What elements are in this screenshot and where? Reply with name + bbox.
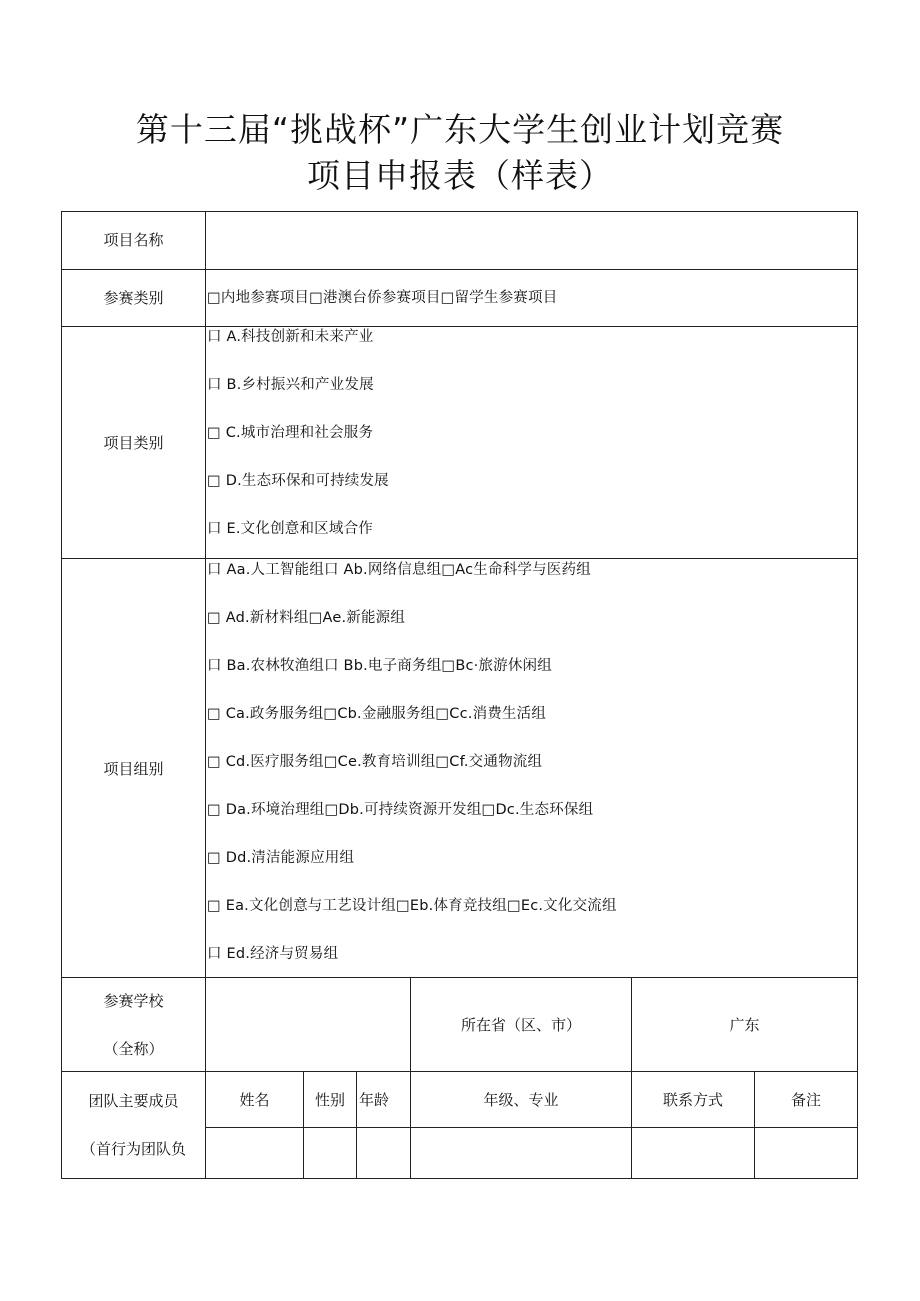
team-header-gender: 性别 bbox=[314, 1091, 345, 1109]
competition-type-label: 参赛类别 bbox=[103, 289, 164, 307]
team-cell-grade-major[interactable] bbox=[412, 1130, 630, 1176]
province-value[interactable]: 广东 bbox=[729, 1016, 760, 1034]
label-column-divider bbox=[205, 211, 206, 1179]
table-border-left bbox=[61, 211, 62, 1179]
team-header-contact: 联系方式 bbox=[662, 1091, 723, 1109]
category-option-d[interactable]: □ D.生态环保和可持续发展 bbox=[207, 473, 389, 489]
table-border-right bbox=[857, 211, 858, 1179]
row-divider bbox=[61, 977, 858, 978]
competition-type-options[interactable]: □内地参赛项目□港澳台侨参赛项目□留学生参赛项目 bbox=[207, 290, 558, 306]
category-option-a[interactable]: 口 A.科技创新和未来产业 bbox=[207, 329, 374, 345]
table-border-top bbox=[61, 211, 858, 212]
row-divider bbox=[61, 326, 858, 327]
category-option-e[interactable]: 口 E.文化创意和区域合作 bbox=[207, 521, 373, 537]
category-option-c[interactable]: □ C.城市治理和社会服务 bbox=[207, 425, 374, 441]
team-cell-remark[interactable] bbox=[756, 1130, 856, 1176]
project-name-label: 项目名称 bbox=[103, 231, 164, 249]
table-border-bottom bbox=[61, 1178, 858, 1179]
team-members-label: 团队主要成员 bbox=[88, 1092, 179, 1110]
group-options-b[interactable]: 口 Ba.农林牧渔组口 Bb.电子商务组□Bc·旅游休闲组 bbox=[207, 658, 552, 674]
team-members-label-note: （首行为团队负 bbox=[80, 1140, 186, 1158]
project-category-label: 项目类别 bbox=[103, 434, 164, 452]
form-title-line1: 第十三届“挑战杯”广东大学生创业计划竞赛 bbox=[135, 110, 785, 149]
column-divider bbox=[303, 1071, 304, 1179]
column-divider bbox=[356, 1071, 357, 1179]
school-name-field[interactable] bbox=[212, 1015, 404, 1035]
row-divider bbox=[61, 269, 858, 270]
group-options-a1[interactable]: 口 Aa.人工智能组口 Ab.网络信息组□Ac生命科学与医药组 bbox=[207, 562, 591, 578]
project-name-field[interactable] bbox=[215, 230, 845, 250]
team-header-age: 年龄 bbox=[358, 1091, 389, 1109]
group-options-c1[interactable]: □ Ca.政务服务组□Cb.金融服务组□Cc.消费生活组 bbox=[207, 706, 547, 722]
group-options-a2[interactable]: □ Ad.新材料组□Ae.新能源组 bbox=[207, 610, 406, 626]
team-header-grade-major: 年级、专业 bbox=[483, 1091, 559, 1109]
column-divider bbox=[754, 1071, 755, 1179]
category-option-b[interactable]: 口 B.乡村振兴和产业发展 bbox=[207, 377, 374, 393]
project-group-label: 项目组别 bbox=[103, 760, 164, 778]
group-options-d2[interactable]: □ Dd.清洁能源应用组 bbox=[207, 850, 355, 866]
form-title-line2: 项目申报表（样表） bbox=[307, 156, 613, 195]
team-header-remark: 备注 bbox=[790, 1091, 821, 1109]
province-label: 所在省（区、市） bbox=[460, 1016, 581, 1034]
group-options-e1[interactable]: □ Ea.文化创意与工艺设计组□Eb.体育竞技组□Ec.文化交流组 bbox=[207, 898, 617, 914]
row-divider bbox=[61, 558, 858, 559]
group-options-d1[interactable]: □ Da.环境治理组□Db.可持续资源开发组□Dc.生态环保组 bbox=[207, 802, 594, 818]
team-cell-age[interactable] bbox=[358, 1130, 409, 1176]
team-header-name: 姓名 bbox=[239, 1091, 270, 1109]
column-divider bbox=[631, 977, 632, 1179]
group-options-c2[interactable]: □ Cd.医疗服务组□Ce.教育培训组□Cf.交通物流组 bbox=[207, 754, 543, 770]
team-cell-name[interactable] bbox=[207, 1130, 302, 1176]
school-label-fullname: （全称） bbox=[103, 1040, 164, 1058]
team-cell-gender[interactable] bbox=[305, 1130, 355, 1176]
school-label: 参赛学校 bbox=[103, 992, 164, 1010]
row-divider bbox=[61, 1071, 858, 1072]
group-options-e2[interactable]: 口 Ed.经济与贸易组 bbox=[207, 946, 339, 962]
team-cell-contact[interactable] bbox=[633, 1130, 753, 1176]
column-divider bbox=[410, 977, 411, 1179]
